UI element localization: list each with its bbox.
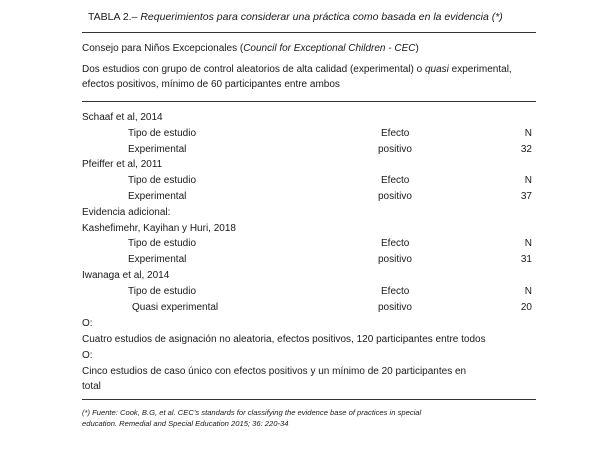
footnote — [82, 407, 536, 429]
bottom-rule — [82, 399, 536, 400]
study-n: 37 — [520, 191, 532, 202]
study-tipo: Experimental — [128, 191, 187, 202]
header-efecto: Efecto — [381, 238, 410, 249]
header-tipo: Tipo de estudio — [128, 286, 197, 297]
study-efecto: positivo — [378, 144, 412, 155]
header-tipo: Tipo de estudio — [128, 238, 197, 249]
study-tipo: Experimental — [128, 144, 187, 155]
or-label: O: — [82, 350, 93, 361]
header-efecto: Efecto — [381, 286, 410, 297]
cinco-estudios-text: Cinco estudios de caso único con efectos positivos y un mínimo de 20 participantes en — [82, 366, 467, 377]
table-title — [88, 11, 503, 23]
header-tipo: Tipo de estudio — [128, 128, 197, 139]
header-n: N — [524, 128, 532, 139]
evidencia-adicional-label: Evidencia adicional: — [82, 207, 171, 218]
intro-line-3: efectos positivos, mínimo de 60 participantes entre ambos — [82, 79, 340, 90]
header-tipo: Tipo de estudio — [128, 175, 197, 186]
study-efecto: positivo — [378, 302, 412, 313]
table-title-main: Requerimientos para considerar una práctica como basada en la evidencia (*) — [140, 11, 503, 23]
study-efecto: positivo — [378, 254, 412, 265]
study-n: 20 — [520, 302, 532, 313]
study-name: Schaaf et al, 2014 — [82, 112, 163, 123]
table-title-prefix: TABLA 2.– — [88, 11, 141, 23]
study-tipo: Quasi experimental — [132, 302, 219, 313]
intro-line-2: Dos estudios con grupo de control aleatorios de alta calidad (experimental) o quasi experimental, — [82, 64, 512, 75]
intro-line-1: Consejo para Niños Excepcionales (Council for Exceptional Children - CEC) — [82, 43, 419, 54]
cuatro-estudios-text: Cuatro estudios de asignación no aleatoria, efectos positivos, 120 participantes entre todos — [82, 334, 486, 345]
header-n: N — [524, 238, 532, 249]
study-efecto: positivo — [378, 191, 412, 202]
header-n: N — [524, 175, 532, 186]
study-tipo: Experimental — [128, 254, 187, 265]
study-name: Pfeiffer et al, 2011 — [82, 159, 163, 170]
header-efecto: Efecto — [381, 175, 410, 186]
cinco-estudios-text-cont: total — [82, 381, 101, 392]
study-name: Kashefimehr, Kayihan y Huri, 2018 — [82, 223, 236, 234]
study-n: 31 — [520, 254, 532, 265]
header-efecto: Efecto — [381, 128, 410, 139]
study-name: Iwanaga et al, 2014 — [82, 270, 170, 281]
footnote-line-1: (*) Fuente: Cook, B.G, et al. CEC’s standards for classifying the evidence base of practices in special — [82, 408, 422, 417]
header-n: N — [524, 286, 532, 297]
top-rule — [82, 32, 536, 33]
or-label: O: — [82, 318, 93, 329]
mid-rule — [82, 101, 536, 102]
study-n: 32 — [520, 144, 532, 155]
footnote-line-2: education. Remedial and Special Education 2015; 36: 220-34 — [82, 419, 289, 428]
